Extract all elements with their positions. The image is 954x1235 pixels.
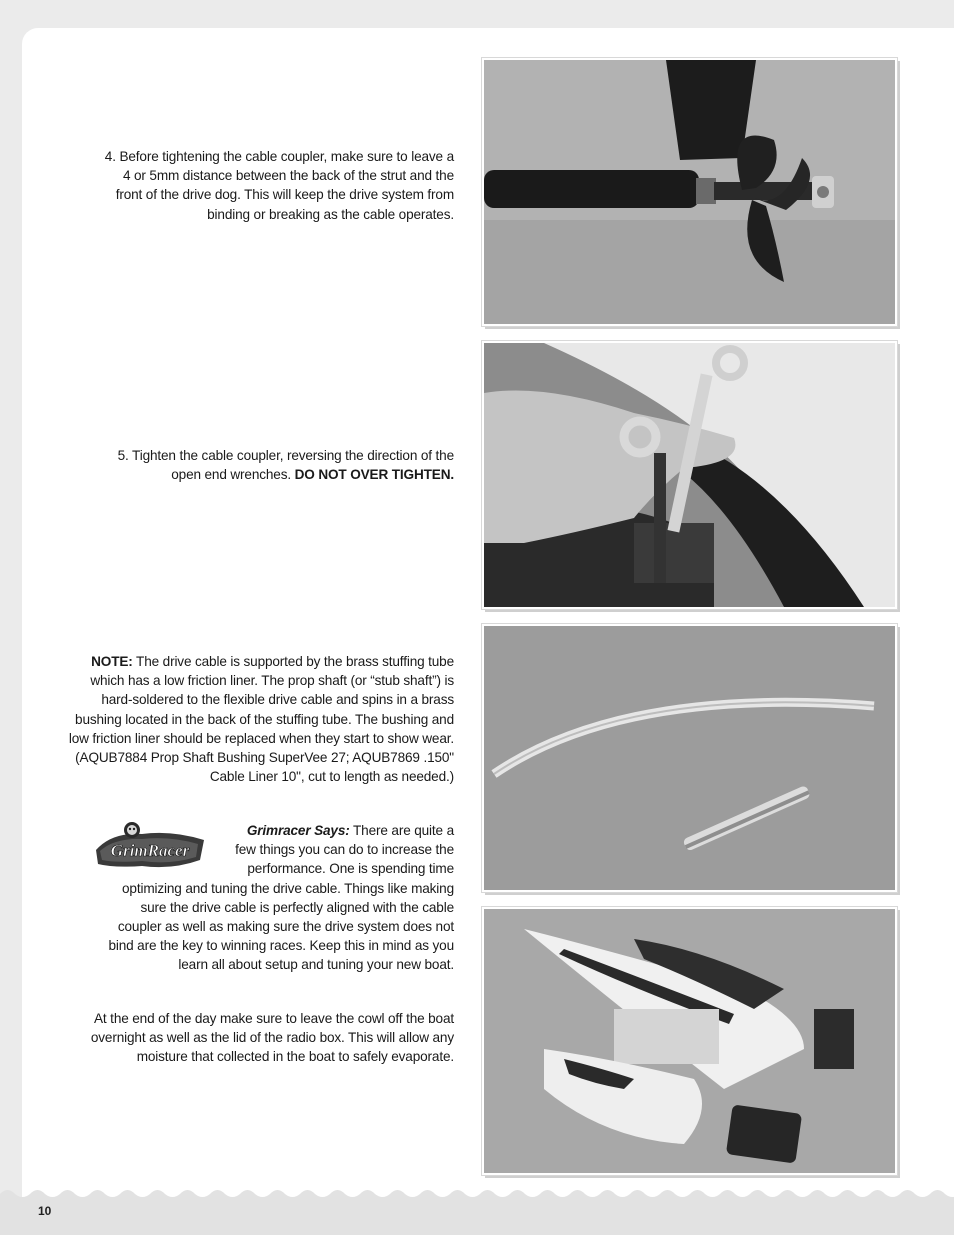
grimracer-text: [96, 821, 454, 975]
boat-overview-photo: [482, 907, 897, 1175]
step4-text: 4. Before tightening the cable coupler, make sure to leave a 4 or 5mm distance between the back of the strut and the front of the drive dog. This will keep the drive system from binding or breaking as the cable operates.: [104, 149, 454, 222]
grimracer-logo-text: GrimRacer: [110, 841, 190, 860]
grimracer-body: There are quite a few things you can do to increase the performance. One is spending time optimizing and tuning the drive cable. Things like making sure the drive cable is perfectly aligned with the cable coupler as well as making sure the drive system does not bind are the key to winning races. Keep this in mind as you learn all about setup and tuning your new boat.: [108, 823, 454, 973]
cable-liner-bushing-photo: [482, 624, 897, 892]
note-text: [66, 652, 454, 786]
step5-warning: DO NOT OVER TIGHTEN.: [294, 467, 454, 483]
logo-spacer: [96, 821, 228, 877]
propeller-strut-photo: [482, 58, 897, 326]
note-body: The drive cable is supported by the brass stuffing tube which has a low friction liner. The prop shaft (or “stub shaft”) is hard-soldered to the flexible drive cable and spins in a brass bushing located in the back of the stuffing tube. The bushing and low friction liner should be replaced when they start to show wear. (AQUB7884 Prop Shaft Bushing SuperVee 27; AQUB7869 .150" Cable Liner 10", cut to length as needed.): [68, 654, 454, 785]
step5-text: [110, 446, 454, 484]
page-number: 10: [38, 1204, 52, 1218]
note-label: NOTE:: [91, 654, 133, 669]
step5-body: 5. Tighten the cable coupler, reversing the direction of the open end wrenches.: [117, 448, 454, 483]
wave-footer: [0, 1186, 954, 1235]
closing-text: At the end of the day make sure to leave the cowl off the boat overnight as well as the lid of the radio box. This will allow any moisture that collected in the boat to safely evaporate.: [90, 1011, 454, 1065]
grimracer-label: Grimracer Says:: [246, 823, 350, 838]
wrenches-coupler-photo: [482, 341, 897, 609]
